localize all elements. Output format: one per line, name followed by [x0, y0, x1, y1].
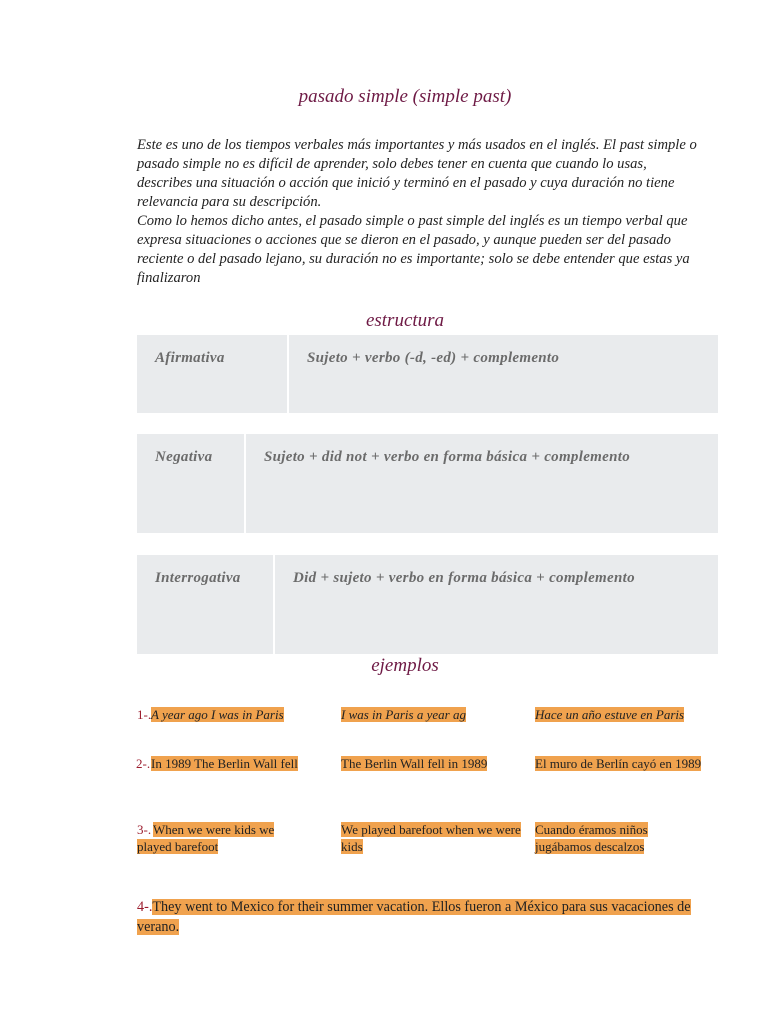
example-spanish-text: Hace un año estuve en Paris	[535, 707, 685, 722]
structure-label: Afirmativa	[137, 335, 289, 413]
structure-label: Interrogativa	[137, 555, 275, 654]
example-spanish-text: Cuando éramos niños jugábamos descalzos	[535, 822, 648, 854]
example-reordered-text: We played barefoot when we were kids	[341, 822, 521, 854]
example-reordered	[341, 821, 523, 855]
structure-formula: Did + sujeto + verbo en forma básica + complemento	[293, 570, 635, 586]
example-spanish	[535, 755, 710, 772]
example-english-text: In 1989 The Berlin Wall fell	[151, 756, 298, 771]
structure-table-interrogativa	[137, 555, 718, 654]
example-english	[151, 706, 284, 723]
estructura-heading: estructura	[365, 310, 445, 331]
intro-paragraph-1: Este es uno de los tiempos verbales más importantes y más usados en el inglés. El past simple o pasado simple no es difícil de aprender, solo debes tener en cuenta que cuando lo usas, describes una situación o acción que inició y terminó en el pasado y cuya duración no tiene relevancia para su descripción.	[137, 137, 697, 210]
structure-label: Negativa	[137, 434, 246, 533]
intro-paragraph-2: Como lo hemos dicho antes, el pasado simple o past simple del inglés es un tiempo verbal que expresa situaciones o acciones que se dieron en el pasado, y aunque pueden ser del pasado reciente o del pasado lejano, su duración no es importante; solo se debe entender que estas ya finalizaron	[137, 213, 690, 286]
example-english-text: A year ago I was in Paris	[151, 707, 284, 722]
structure-formula: Sujeto + verbo (-d, -ed) + complemento	[307, 350, 560, 366]
example-spanish	[535, 706, 725, 723]
example-number-text: 2-.	[136, 756, 151, 771]
example-reordered	[341, 755, 487, 772]
example-number-text: 1-.	[137, 707, 152, 722]
example-spanish-text: El muro de Berlín cayó en 1989	[535, 756, 702, 771]
page-title: pasado simple (simple past)	[298, 86, 512, 107]
intro-text	[137, 136, 697, 288]
example-4	[137, 897, 697, 937]
example-number-text: 3-.	[137, 822, 152, 837]
structure-formula: Sujeto + did not + verbo en forma básica + complemento	[264, 449, 630, 465]
example-number	[137, 706, 151, 723]
example-english-text: When we were kids we played barefoot	[137, 822, 275, 854]
example-number	[136, 755, 150, 772]
example-english	[151, 755, 298, 772]
example-number-text: 4-.	[137, 899, 153, 915]
example-reordered-text: I was in Paris a year ag	[341, 707, 466, 722]
example-english	[137, 821, 312, 855]
example-4-text: They went to Mexico for their summer vacation. Ellos fueron a México para sus vacaciones de verano.	[137, 899, 691, 935]
structure-table-negativa	[137, 434, 718, 533]
example-spanish	[535, 821, 685, 855]
example-reordered-text: The Berlin Wall fell in 1989	[341, 756, 488, 771]
ejemplos-heading: ejemplos	[371, 655, 439, 676]
structure-table-afirmativa	[137, 335, 718, 413]
example-reordered	[341, 706, 466, 723]
